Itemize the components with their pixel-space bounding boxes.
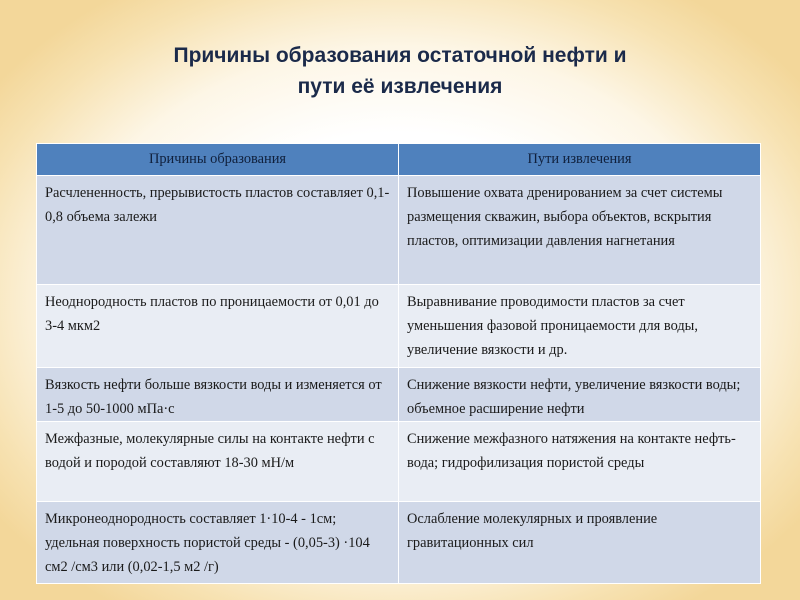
slide-title bbox=[0, 40, 800, 102]
header-methods: Пути извлечения bbox=[399, 144, 761, 176]
method-cell: Выравнивание проводимости пластов за счет уменьшения фазовой проницаемости для воды, увеличение вязкости и др. bbox=[399, 285, 761, 368]
method-cell: Снижение вязкости нефти, увеличение вязкости воды; объемное расширение нефти bbox=[399, 368, 761, 422]
cause-cell: Неоднородность пластов по проницаемости от 0,01 до 3-4 мкм2 bbox=[37, 285, 399, 368]
table-header-row bbox=[37, 144, 761, 176]
slide-title-line-1: Причины образования остаточной нефти и bbox=[173, 44, 627, 67]
cause-cell: Межфазные, молекулярные силы на контакте нефти с водой и породой составляют 18-30 мН/м bbox=[37, 422, 399, 502]
method-cell: Повышение охвата дренированием за счет системы размещения скважин, выбора объектов, вскрытия пластов, оптимизации давления нагнетания bbox=[399, 176, 761, 285]
causes-methods-table bbox=[36, 143, 761, 584]
method-cell: Ослабление молекулярных и проявление гравитационных сил bbox=[399, 502, 761, 584]
table-row bbox=[37, 285, 761, 368]
table-row bbox=[37, 502, 761, 584]
slide-title-line-2: пути её извлечения bbox=[297, 75, 503, 98]
table-row bbox=[37, 176, 761, 285]
cause-cell: Микронеоднородность составляет 1·10-4 - 1см; удельная поверхность пористой среды - (0,05-3) ·104 см2 /см3 или (0,02-1,5 м2 /г) bbox=[37, 502, 399, 584]
cause-cell: Расчлененность, прерывистость пластов составляет 0,1-0,8 объема залежи bbox=[37, 176, 399, 285]
table-row bbox=[37, 422, 761, 502]
method-cell: Снижение межфазного натяжения на контакте нефть-вода; гидрофилизация пористой среды bbox=[399, 422, 761, 502]
table-row bbox=[37, 368, 761, 422]
header-causes: Причины образования bbox=[37, 144, 399, 176]
cause-cell: Вязкость нефти больше вязкости воды и изменяется от 1-5 до 50-1000 мПа·с bbox=[37, 368, 399, 422]
